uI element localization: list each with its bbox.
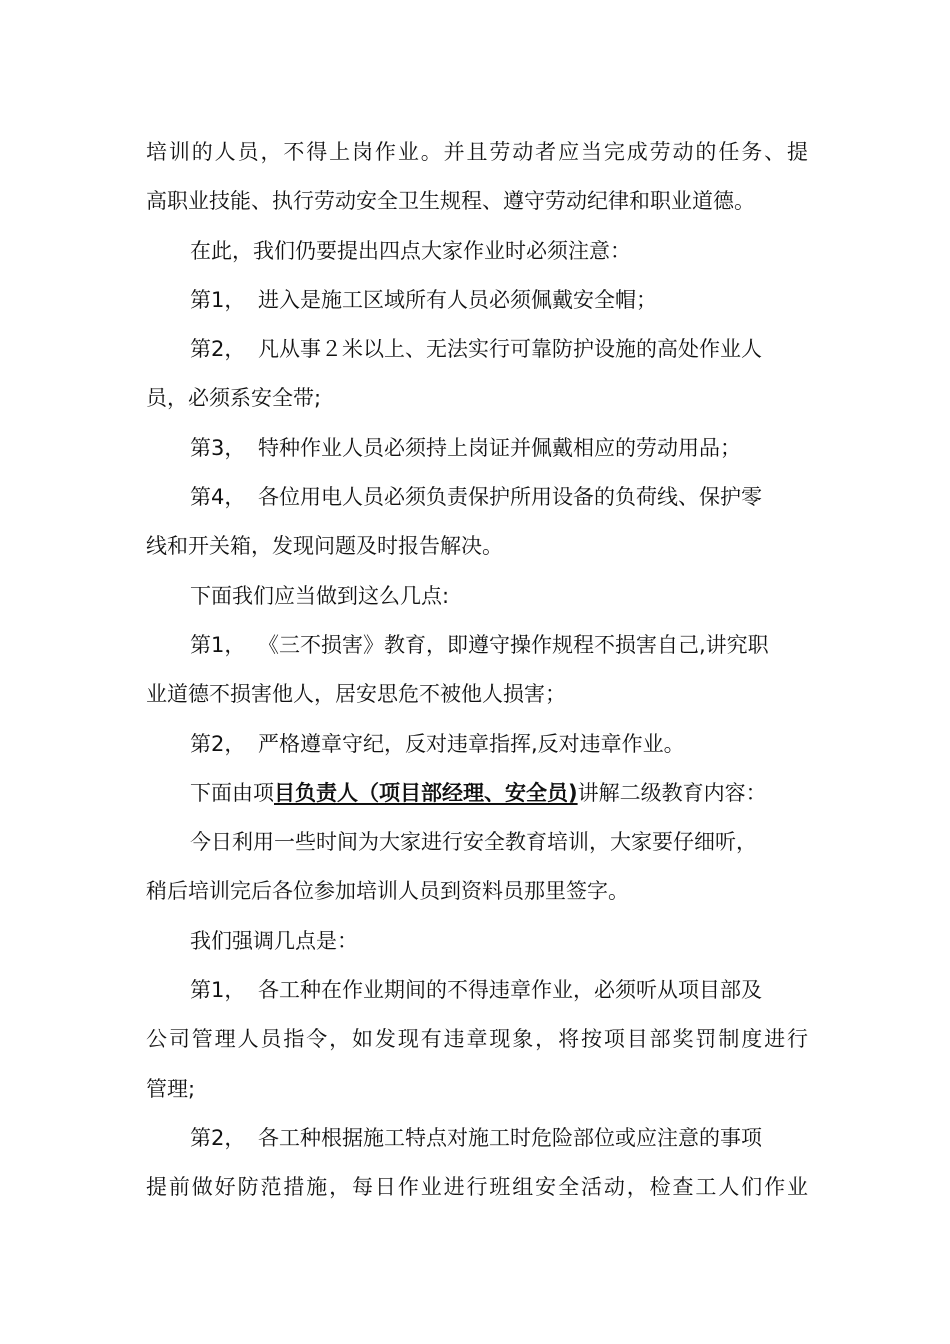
line-text: 在此，我们仍要提出四点大家作业时必须注意： bbox=[190, 238, 631, 263]
paragraph-line bbox=[146, 177, 808, 226]
paragraph-line bbox=[146, 1065, 808, 1114]
line-text: 下面我们应当做到这么几点: bbox=[190, 583, 450, 608]
paragraph-line bbox=[146, 818, 808, 867]
line-text: 公司管理人员指令，如发现有违章现象，将按项目部奖罚制度进行 bbox=[146, 1027, 808, 1052]
paragraph-line bbox=[146, 227, 808, 276]
list-item bbox=[146, 1114, 808, 1163]
item-text: 进入是施工区域所有人员必须佩戴安全帽； bbox=[258, 287, 657, 312]
list-item bbox=[146, 276, 808, 325]
line-text: 业道德不损害他人，居安思危不被他人损害； bbox=[146, 682, 566, 707]
list-item bbox=[146, 424, 808, 473]
item-number: 第1， bbox=[190, 632, 246, 657]
line-text: 管理; bbox=[146, 1076, 196, 1101]
paragraph-line bbox=[146, 670, 808, 719]
item-text: 特种作业人员必须持上岗证并佩戴相应的劳动用品； bbox=[258, 435, 741, 460]
paragraph-line bbox=[146, 522, 808, 571]
line-text: 我们强调几点是： bbox=[190, 928, 358, 953]
item-number: 第1， bbox=[190, 978, 246, 1003]
line-text: 稍后培训完后各位参加培训人员到资料员那里签字。 bbox=[146, 879, 629, 904]
line-text: 今日利用一些时间为大家进行安全教育培训，大家要仔细听， bbox=[190, 830, 757, 855]
line-text: 培训的人员，不得上岗作业。并且劳动者应当完成劳动的任务、提 bbox=[146, 140, 808, 164]
list-item bbox=[146, 621, 808, 670]
list-item bbox=[146, 966, 808, 1015]
list-item bbox=[146, 325, 808, 374]
line-text-prefix: 下面由项 bbox=[190, 780, 274, 805]
item-number: 第4， bbox=[190, 485, 246, 510]
line-text: 线和开关箱，发现问题及时报告解决。 bbox=[146, 534, 503, 559]
paragraph-line bbox=[146, 572, 808, 621]
line-text: 高职业技能、执行劳动安全卫生规程、遵守劳动纪律和职业道德。 bbox=[146, 189, 755, 214]
item-text: 《三不损害》教育，即遵守操作规程不损害自己,讲究职 bbox=[258, 632, 769, 657]
paragraph-line bbox=[146, 917, 808, 966]
paragraph-line bbox=[146, 1163, 808, 1212]
paragraph-line bbox=[146, 374, 808, 423]
underlined-bold-text: 目负责人（项目部经理、安全员) bbox=[274, 780, 578, 805]
item-number: 第2， bbox=[190, 337, 246, 362]
paragraph-line bbox=[146, 867, 808, 916]
item-text: 各工种根据施工特点对施工时危险部位或应注意的事项 bbox=[258, 1125, 762, 1150]
list-item bbox=[146, 720, 808, 769]
item-text: 各位用电人员必须负责保护所用设备的负荷线、保护零 bbox=[258, 485, 762, 510]
document-body bbox=[146, 128, 808, 1213]
item-number: 第1， bbox=[190, 287, 246, 312]
item-text: 凡从事２米以上、无法实行可靠防护设施的高处作业人 bbox=[258, 337, 762, 362]
item-text: 严格遵章守纪，反对违章指挥,反对违章作业。 bbox=[258, 731, 685, 756]
item-number: 第2， bbox=[190, 731, 246, 756]
paragraph-line bbox=[146, 1015, 808, 1064]
item-number: 第2， bbox=[190, 1125, 246, 1150]
line-text-suffix: 讲解二级教育内容： bbox=[577, 780, 767, 805]
item-number: 第3， bbox=[190, 435, 246, 460]
line-text: 提前做好防范措施，每日作业进行班组安全活动，检查工人们作业 bbox=[146, 1175, 808, 1200]
paragraph-line bbox=[146, 769, 808, 818]
list-item bbox=[146, 473, 808, 522]
item-text: 各工种在作业期间的不得违章作业，必须听从项目部及 bbox=[258, 978, 762, 1003]
line-text: 员，必须系安全带; bbox=[146, 386, 322, 411]
paragraph-line bbox=[146, 128, 808, 177]
